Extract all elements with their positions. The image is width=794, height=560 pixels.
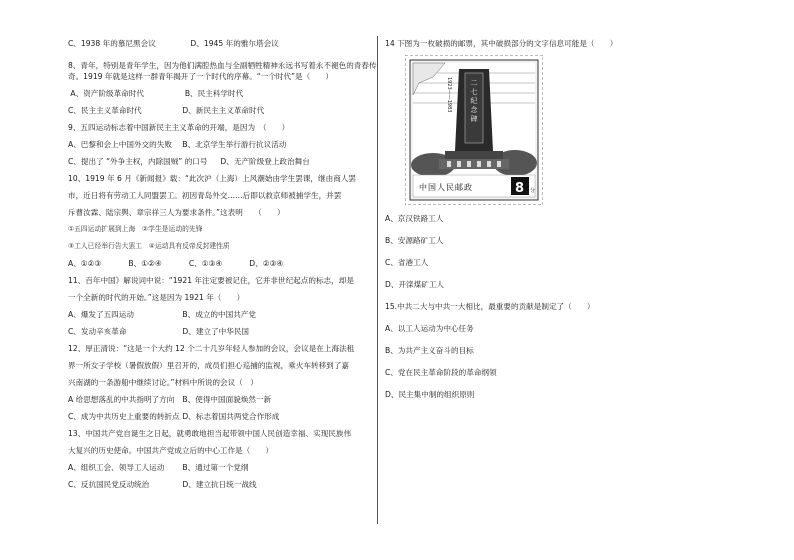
q9-options-cd (68, 156, 370, 167)
q9-option-b: B、北京学生举行游行抗议活动 (182, 140, 287, 149)
q15-stem: 15.中共二大与中共一大相比，最重要的贡献是制定了（ ） (385, 302, 595, 311)
q12-options-cd (68, 411, 370, 422)
q11-options-cd (68, 326, 370, 337)
q11-stem-2: 一个全新的时代的开始。”这是因为 1921 年（ ） (68, 293, 245, 302)
q11-stem-1: 11、百年中国》解说词中说：“1921 年注定要被记住，它并非世纪起点的标志，却是 (68, 276, 354, 285)
stamp-illustration (405, 55, 543, 205)
q11-option-a: A、爆发了五四运动 (68, 310, 134, 319)
q13-option-d: D、建立抗日统一战线 (182, 480, 257, 489)
q12-option-b: B、使得中国面貌焕然一新 (182, 395, 272, 404)
q15-option-c: C、党在民主革命阶段的革命纲领 (385, 368, 497, 377)
q14-option-d: D、开滦煤矿工人 (385, 280, 445, 289)
right-column (385, 38, 730, 400)
q15-option-a: A、以工人运动为中心任务 (385, 324, 474, 333)
q8-option-d: D、新民主主义革命时代 (182, 106, 265, 115)
q13-option-c: C、反抗国民党反动统治 (68, 480, 150, 489)
q10-option-a: A、①②③ (68, 259, 102, 268)
q15-option-b: B、为共产主义奋斗的目标 (385, 346, 474, 355)
q14-option-c: C、省港工人 (385, 258, 429, 267)
q8-option-b: B、民主科学时代 (184, 89, 244, 98)
q10-option-c: C、①③④ (188, 259, 223, 268)
q8-stem-2: 奇。1919 年就是这样一群青年揭开了一个时代的序幕。“一个时代”是（ ） (68, 72, 334, 81)
q10-item-1: ①五四运动扩展到上海 ②学生是运动的先锋 (68, 225, 203, 233)
q9-options-ab (68, 139, 370, 150)
q7-option-d: D、1945 年的雅尔塔会议 (190, 39, 279, 48)
q10-stem-3: 斥曹汝霖、陆宗舆、章宗祥三人为要求条件。”这表明 （ ） (68, 208, 285, 217)
q15-option-d: D、民主集中制的组织原则 (385, 390, 475, 399)
q7-option-c: C、1938 年的慕尼黑会议 (68, 39, 156, 48)
q11-option-b: B、成立的中国共产党 (182, 310, 256, 319)
q13-options-ab (68, 462, 370, 473)
q10-stem-2: 市，近日将有劳动工人同盟罢工。初因青岛外交……后即以救京师被捕学生，并罢 (68, 191, 342, 200)
q12-option-d: D、标志着国共两党合作形成 (182, 412, 280, 421)
q10-stem-1: 10、1919 年 6 月《新闻报》载：“此次沪（上海）上风潮始由学生罢课，继由商人罢 (68, 174, 356, 183)
q13-stem-2: 大复兴的历史使命。中国共产党成立后的中心工作是（ ） (68, 446, 274, 455)
q10-item-2: ③工人已经举行告大罢工 ④运动具有反帝反封建性质 (68, 242, 230, 250)
stamp-years-text: 1923——1983 (446, 77, 452, 113)
q11-option-c: C、发动辛亥革命 (68, 327, 127, 336)
q8-options-cd (68, 105, 370, 116)
q14-stem: 14 下图为一枚破损的邮票，其中破损部分的文字信息可能是（ ） (385, 39, 618, 48)
stamp-value-text: 8 (515, 181, 525, 196)
q8-option-a: A、资产阶级革命时代 (70, 89, 144, 98)
q8-options-ab (68, 88, 370, 99)
q9-stem: 9、五四运动标志着中国新民主主义革命的开端，是因为 （ ） (68, 123, 290, 132)
q10-options (68, 258, 370, 269)
q9-option-d: D、无产阶级登上政治舞台 (220, 157, 310, 166)
column-divider (377, 36, 378, 524)
q10-option-b: B、①②④ (128, 259, 162, 268)
stamp-unit-text: 分 (530, 188, 536, 194)
stamp-image (405, 55, 543, 205)
q13-option-b: B、通过第一个党纲 (182, 463, 249, 472)
q8-option-c: C、民主主义革命时代 (68, 106, 142, 115)
q11-options-ab (68, 309, 370, 320)
q12-stem-1: 12、厚正清说：“这是一个大约 12 个二十几岁年轻人参加的会议，会议是在上海法租 (68, 344, 355, 353)
q13-stem-1: 13、中国共产党自诞生之日起，就勇敢地担当起带领中国人民创造幸福、实现民族伟 (68, 429, 352, 438)
q14-option-a: A、京汉铁路工人 (385, 214, 444, 223)
q10-option-d: D、②③④ (249, 259, 284, 268)
q9-option-c: C、提出了 “外争主权，内除国贼” 的口号 (68, 157, 208, 166)
q12-stem-2: 界一所女子学校（暑假放假）里召开的，成员们担心巡捕的监视，乘火车转移到了嘉 (68, 361, 349, 370)
q11-option-d: D、建立了中华民国 (182, 327, 250, 336)
q8-stem-1: 8、青年，特别是青年学生，因为他们满腔热血与全副牺牲精神永远书写着永不褪色的青春传 (68, 61, 377, 70)
left-column (68, 38, 377, 490)
q12-stem-3: 兴南湖的一条游船中继续讨论。”材料中所说的会议（ ） (68, 378, 258, 387)
q12-option-c: C、成为中共历史上重要的转折点 (68, 412, 180, 421)
stamp-country-text: 中国人民邮政 (419, 183, 473, 192)
stamp-monument-text: 二七纪念碑 (470, 79, 478, 124)
q13-option-a: A、组织工会、领导工人运动 (68, 463, 165, 472)
q9-option-a: A、巴黎和会上中国外交的失败 (68, 140, 172, 149)
q12-option-a: A 给思想落乱的中共指明了方向 (68, 395, 175, 404)
q7-options (68, 38, 370, 49)
q12-options-ab (68, 394, 370, 405)
q13-options-cd (68, 479, 370, 490)
q14-option-b: B、安源路矿工人 (385, 236, 444, 245)
